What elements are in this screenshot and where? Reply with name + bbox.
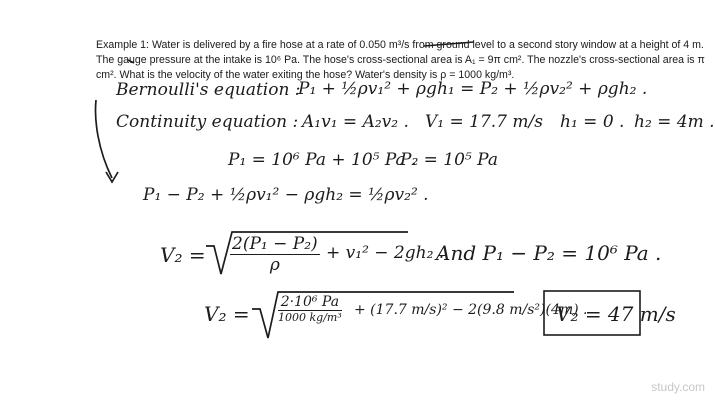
continuity-label: Continuity equation : — [116, 112, 299, 132]
substituted-denominator: 1000 kg/m³ — [278, 311, 342, 324]
underline-height — [128, 60, 134, 63]
substituted-fraction — [278, 294, 342, 324]
substituted-tail: + (17.7 m/s)² − 2(9.8 m/s²)(4m) . — [354, 302, 588, 318]
v2-tail: + v₁² − 2gh₂ . — [326, 243, 445, 263]
v2-fraction — [230, 234, 320, 275]
continuity-equation: A₁v₁ = A₂v₂ . — [302, 112, 409, 132]
bernoulli-label: Bernoulli's equation : — [116, 80, 301, 100]
v2-lhs: V₂ = — [160, 243, 206, 267]
rearranged-equation: P₁ − P₂ + ½ρv₁² − ρgh₂ = ½ρv₂² . — [143, 185, 429, 205]
problem-text: Example 1: Water is delivered by a fire hose at a rate of 0.050 m³/s from ground level to a second story window at a height of 4 m. The gauge pressure at the intake is 10⁶ Pa. The hose's cross-sectional area is A₁ = 9π cm². The nozzle's cross-sectional area is π cm². What is the velocity of the water exiting the hose? Water's density is ρ = 1000 kg/m³. — [96, 39, 705, 82]
v2-numerator: 2(P₁ − P₂) — [232, 234, 318, 254]
bracket-arrow-line — [96, 100, 112, 178]
p1-value: P₁ = 10⁶ Pa + 10⁵ Pa . — [228, 150, 417, 170]
substituted-numerator: 2·10⁶ Pa — [278, 294, 342, 311]
substituted-lhs: V₂ = — [204, 302, 250, 326]
underline-ground-level — [424, 42, 474, 46]
h1-value: h₁ = 0 . — [560, 112, 625, 132]
v1-value: V₁ = 17.7 m/s — [425, 112, 543, 132]
p2-value: P₂ = 10⁵ Pa — [400, 150, 498, 170]
bernoulli-equation: P₁ + ½ρv₁² + ρgh₁ = P₂ + ½ρv₂² + ρgh₂ . — [298, 79, 648, 99]
v2-denominator: ρ — [269, 255, 280, 275]
final-answer: V₂ = 47 m/s — [556, 302, 676, 326]
study-watermark: study.com — [651, 380, 705, 394]
and-p1-p2: And P₁ − P₂ = 10⁶ Pa . — [436, 241, 662, 265]
h2-value: h₂ = 4m . — [634, 112, 715, 132]
